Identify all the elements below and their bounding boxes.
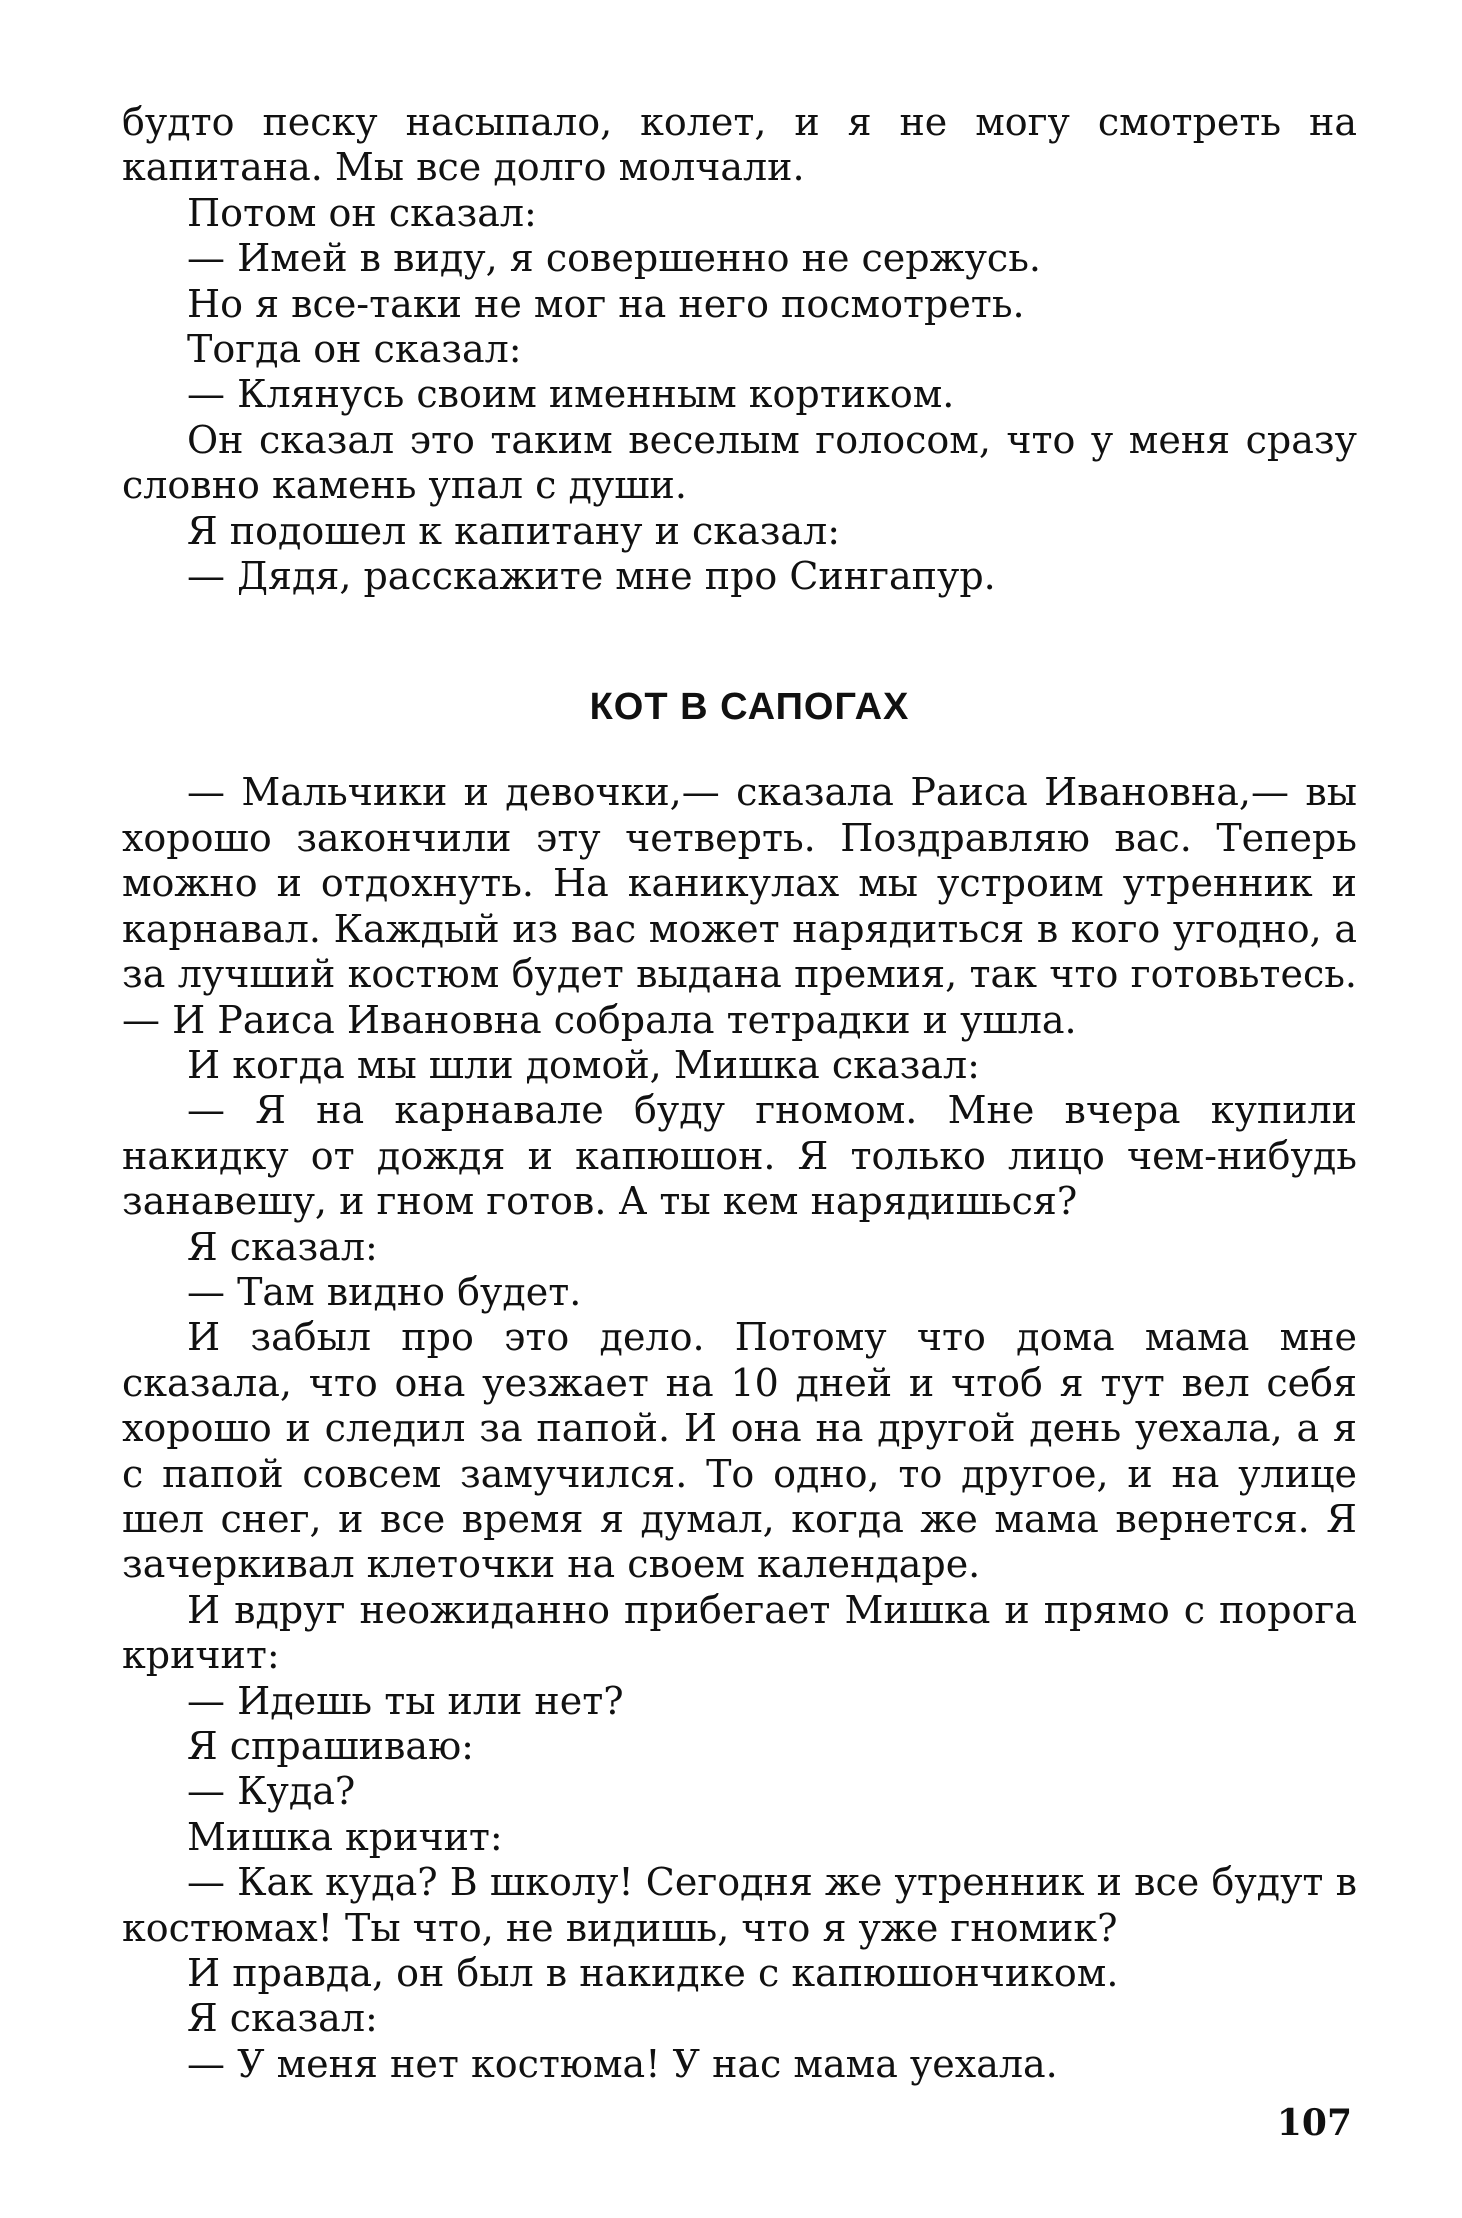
paragraph: — Куда? [187,1769,356,1814]
paragraph: Но я все-таки не мог на него посмотреть. [187,281,1025,326]
paragraph: И вдруг неожиданно прибегает Мишка и прямо с порога кричит: [122,1587,1357,1678]
paragraph: — Там видно будет. [187,1269,582,1314]
page-number: 107 [1276,2102,1352,2144]
paragraph: Я сказал: [187,1224,378,1269]
paragraph: — У меня нет костюма! У нас мама уехала. [187,2041,1058,2086]
paragraph: Мишка кричит: [187,1814,503,1859]
paragraph: — Имей в виду, я совершенно не сержусь. [187,236,1041,281]
book-page [122,100,1357,2087]
paragraph: — Дядя, расскажите мне про Сингапур. [187,554,996,599]
paragraph: — Идешь ты или нет? [187,1678,624,1723]
paragraph: — Я на карнавале буду гномом. Мне вчера купили накидку от дождя и капюшон. Я только лицо чем-нибудь занавешу, и гном готов. А ты кем нарядишься? [122,1088,1357,1224]
paragraph: — Клянусь своим именным кортиком. [187,372,955,417]
paragraph: Я сказал: [187,1996,378,2041]
paragraph: Я спрашиваю: [187,1724,474,1768]
paragraph: будто песку насыпало, колет, и я не могу смотреть на капитана. Мы все долго молчали. [122,100,1357,190]
paragraph: Тогда он сказал: [187,327,522,372]
paragraph: — Как куда? В школу! Сегодня же утренник и все будут в костюмах! Ты что, не видишь, что я уже гномик? [122,1860,1357,1950]
paragraph: Я подошел к капитану и сказал: [187,508,841,553]
paragraph: Потом он сказал: [187,190,537,235]
paragraph: — Мальчики и девочки,— сказала Раиса Ивановна,— вы хорошо закончили эту четверть. Поздравляю вас. Теперь можно и отдохнуть. На каникулах мы устроим утренник и карнавал. Каждый из вас может нарядиться в кого угодно, а за лучший костюм будет выдана премия, так что готовьтесь.— И Раиса Ивановна собрала тетрадки и ушла. [122,770,1357,1042]
paragraph: И когда мы шли домой, Мишка сказал: [187,1042,980,1087]
paragraph: И правда, он был в накидке с капюшончиком. [187,1951,1119,1996]
paragraph: Он сказал это таким веселым голосом, что у меня сразу словно камень упал с души. [122,417,1357,508]
chapter-heading: КОТ В САПОГАХ [589,686,910,729]
paragraph: И забыл про это дело. Потому что дома мама мне сказала, что она уезжает на 10 дней и чтоб я тут вел себя хорошо и следил за папой. И она на другой день уехала, а я с папой совсем замучился. То одно, то другое, и на улице шел снег, и все время я думал, когда же мама вернется. Я зачеркивал клеточки на своем календаре. [122,1315,1357,1587]
